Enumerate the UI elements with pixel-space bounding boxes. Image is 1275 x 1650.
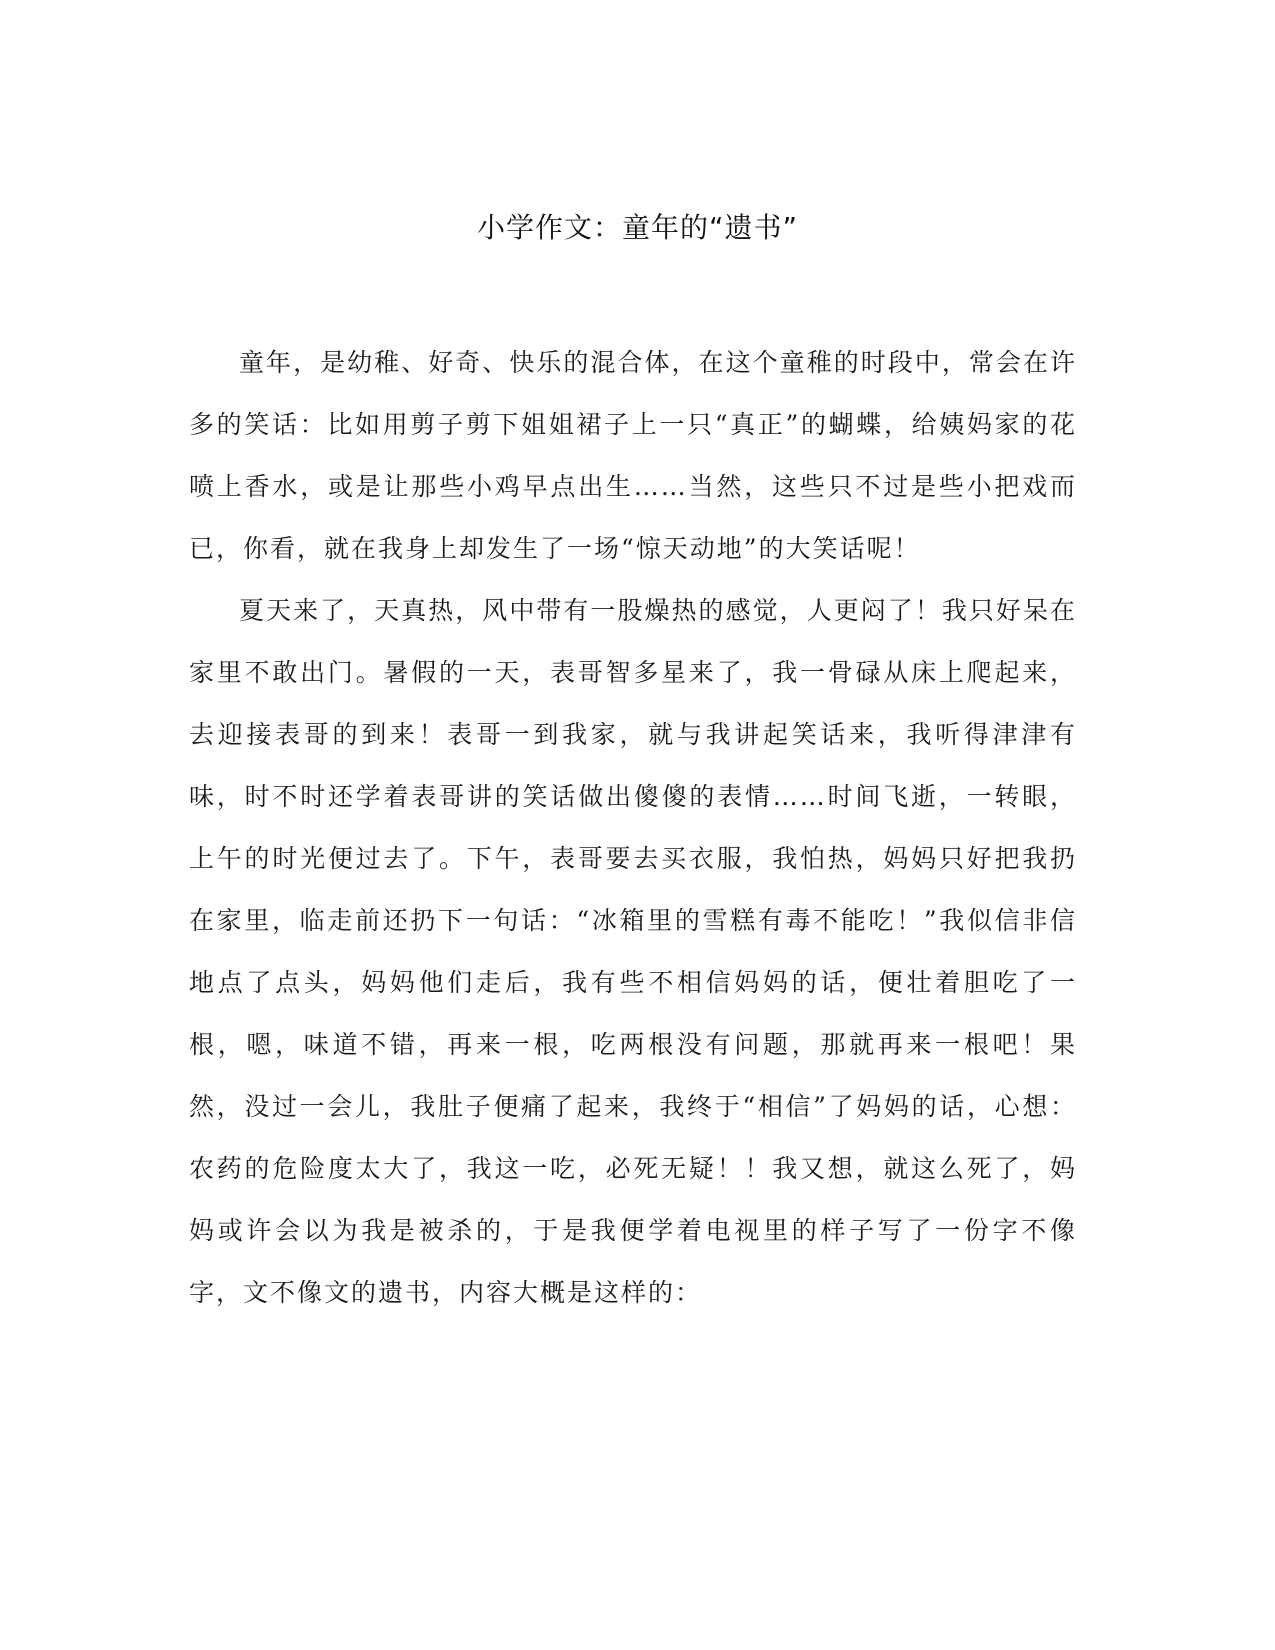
document-body xyxy=(189,332,1077,1324)
paragraph: 夏天来了，天真热，风中带有一股燥热的感觉，人更闷了！我只好呆在家里不敢出门。暑假的一天，表哥智多星来了，我一骨碌从床上爬起来，去迎接表哥的到来！表哥一到我家，就与我讲起笑话来，我听得津津有味，时不时还学着表哥讲的笑话做出傻傻的表情……时间飞逝，一转眼，上午的时光便过去了。下午，表哥要去买衣服，我怕热，妈妈只好把我扔在家里，临走前还扔下一句话：“冰箱里的雪糕有毒不能吃！”我似信非信地点了点头，妈妈他们走后，我有些不相信妈妈的话，便壮着胆吃了一根，嗯，味道不错，再来一根，吃两根没有问题，那就再来一根吧！果然，没过一会儿，我肚子便痛了起来，我终于“相信”了妈妈的话，心想：农药的危险度太大了，我这一吃，必死无疑！！我又想，就这么死了，妈妈或许会以为我是被杀的，于是我便学着电视里的样子写了一份字不像字，文不像文的遗书，内容大概是这样的： xyxy=(189,596,1077,1307)
paragraph: 童年，是幼稚、好奇、快乐的混合体，在这个童稚的时段中，常会在许多的笑话：比如用剪子剪下姐姐裙子上一只“真正”的蝴蝶，给姨妈家的花喷上香水，或是让那些小鸡早点出生……当然，这些只不过是些小把戏而已，你看，就在我身上却发生了一场“惊天动地”的大笑话呢！ xyxy=(189,348,1077,563)
document-title: 小学作文：童年的“遗书” xyxy=(476,211,798,244)
